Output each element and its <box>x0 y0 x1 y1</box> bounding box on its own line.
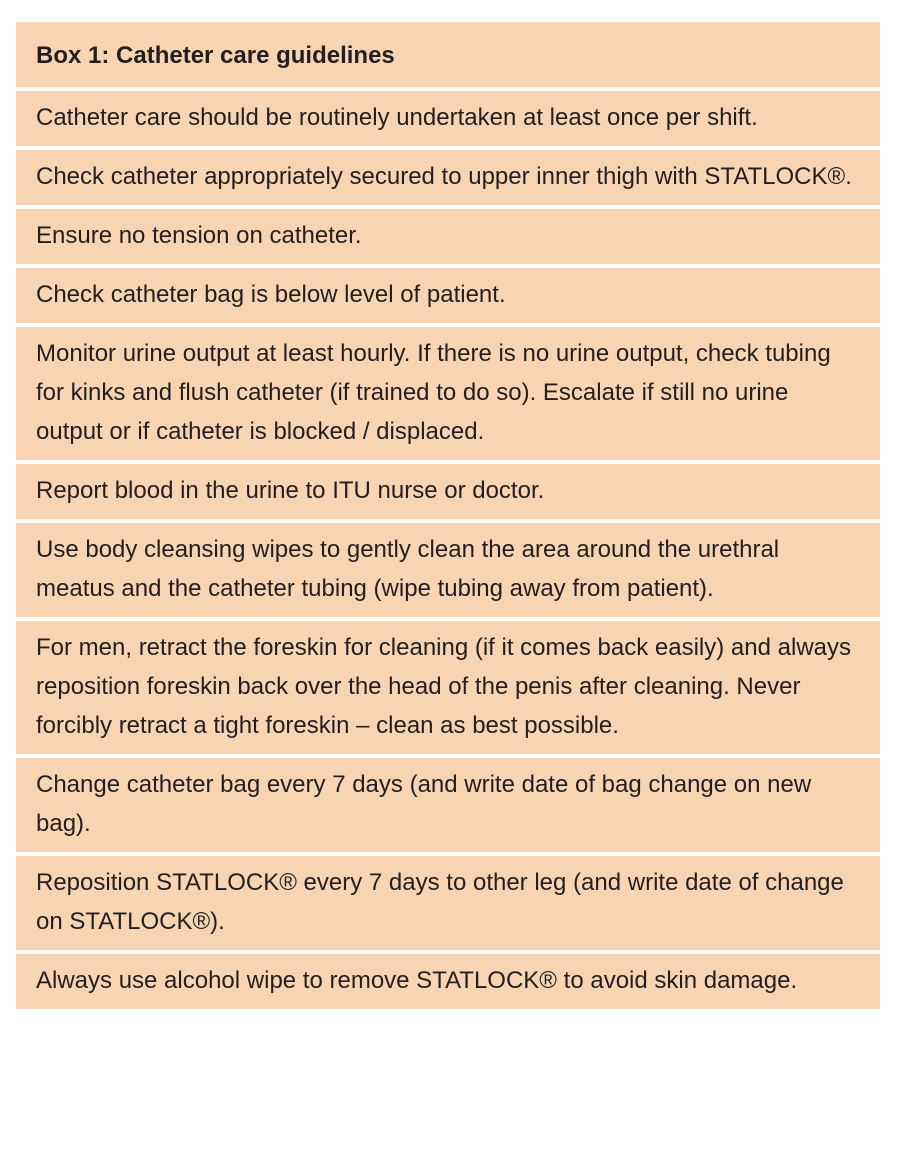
guideline-item: Check catheter appropriately secured to upper inner thigh with STATLOCK®. <box>16 150 880 205</box>
guideline-item: Report blood in the urine to ITU nurse or doctor. <box>16 464 880 519</box>
guideline-item: Reposition STATLOCK® every 7 days to other leg (and write date of change on STATLOCK®). <box>16 856 880 950</box>
guideline-item: Check catheter bag is below level of patient. <box>16 268 880 323</box>
guideline-item: Monitor urine output at least hourly. If there is no urine output, check tubing for kinks and flush catheter (if trained to do so). Escalate if still no urine output or if catheter is blocked / displaced. <box>16 327 880 460</box>
guideline-item: Change catheter bag every 7 days (and write date of bag change on new bag). <box>16 758 880 852</box>
guidelines-box <box>16 22 880 1013</box>
guideline-item: Always use alcohol wipe to remove STATLOCK® to avoid skin damage. <box>16 954 880 1009</box>
guideline-item: For men, retract the foreskin for cleaning (if it comes back easily) and always reposition foreskin back over the head of the penis after cleaning. Never forcibly retract a tight foreskin – clean as best possible. <box>16 621 880 754</box>
guideline-item: Catheter care should be routinely undertaken at least once per shift. <box>16 91 880 146</box>
guideline-item: Use body cleansing wipes to gently clean the area around the urethral meatus and the catheter tubing (wipe tubing away from patient). <box>16 523 880 617</box>
box-title: Box 1: Catheter care guidelines <box>16 22 880 87</box>
guideline-item: Ensure no tension on catheter. <box>16 209 880 264</box>
